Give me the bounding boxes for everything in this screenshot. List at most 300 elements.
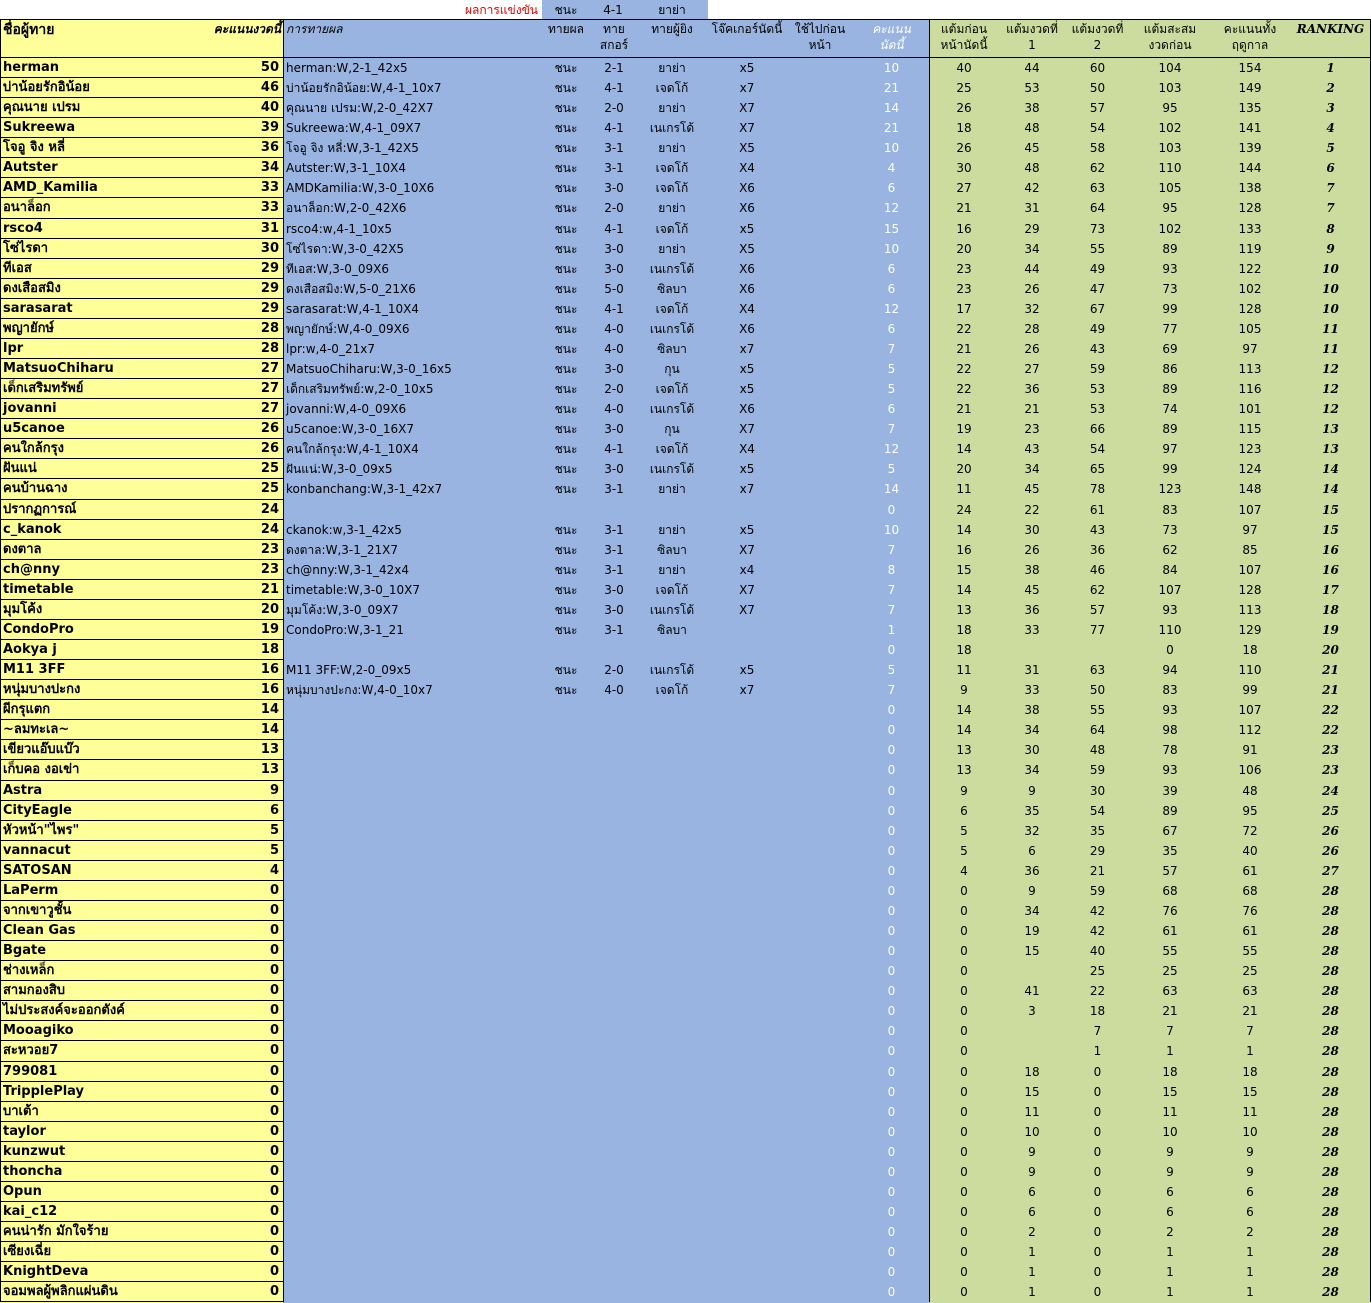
cell-tot: 15 (1210, 1082, 1290, 1103)
row-separator (0, 639, 283, 640)
cell-gscr (636, 740, 708, 761)
cell-pts: 16 (199, 660, 283, 681)
cell-gres (540, 921, 592, 942)
cell-used (786, 98, 854, 119)
cell-pred: herman:W,2-1_42x5 (283, 58, 540, 79)
cell-gres: ชนะ (540, 379, 592, 400)
header-ranking: RANKING (1290, 19, 1371, 58)
cell-gres (540, 640, 592, 661)
cell-gscr (636, 901, 708, 922)
cell-tot: 141 (1210, 118, 1290, 139)
cell-tot: 9 (1210, 1162, 1290, 1183)
row-separator (0, 418, 283, 419)
cell-sb: 23 (929, 279, 999, 300)
cell-r1: 22 (999, 500, 1065, 521)
cell-r1: 41 (999, 981, 1065, 1002)
cell-rk: 28 (1290, 1102, 1371, 1123)
cell-r2: 50 (1065, 78, 1130, 99)
row-separator (0, 519, 283, 520)
cell-pts: 25 (199, 459, 283, 480)
cell-rk: 27 (1290, 861, 1371, 882)
cell-rk: 5 (1290, 138, 1371, 159)
cell-jok (708, 1182, 786, 1203)
cell-sb: 0 (929, 1182, 999, 1203)
cell-sb: 17 (929, 299, 999, 320)
cell-used (786, 520, 854, 541)
cell-pred (283, 861, 540, 882)
cell-jok: x5 (708, 58, 786, 79)
cell-jok (708, 961, 786, 982)
cell-pts: 4 (199, 861, 283, 882)
cell-r1: 38 (999, 98, 1065, 119)
cell-r2: 61 (1065, 500, 1130, 521)
cell-name: herman (0, 58, 199, 79)
cell-rk: 28 (1290, 1262, 1371, 1283)
cell-jok (708, 1102, 786, 1123)
cell-rk: 18 (1290, 600, 1371, 621)
cell-name: เก็บคอ งอเข่า (0, 760, 199, 781)
cell-pm: 12 (854, 299, 929, 320)
cell-sb: 22 (929, 379, 999, 400)
cell-pm: 0 (854, 801, 929, 822)
cell-gsc (592, 1062, 636, 1083)
header-name: ชื่อผู้ทาย (0, 19, 199, 58)
cell-acc: 93 (1130, 760, 1210, 781)
cell-rk: 28 (1290, 1162, 1371, 1183)
cell-acc: 6 (1130, 1202, 1210, 1223)
cell-pm: 0 (854, 700, 929, 721)
cell-r2: 49 (1065, 259, 1130, 280)
cell-gsc: 3-0 (592, 178, 636, 199)
cell-pts: 46 (199, 78, 283, 99)
cell-sb: 5 (929, 821, 999, 842)
cell-gscr: เนเกรโด้ (636, 600, 708, 621)
cell-gscr: ยาย่า (636, 58, 708, 79)
cell-sb: 21 (929, 198, 999, 219)
cell-jok (708, 720, 786, 741)
cell-pred (283, 881, 540, 902)
cell-pred (283, 801, 540, 822)
cell-r2: 42 (1065, 901, 1130, 922)
cell-used (786, 620, 854, 641)
cell-gres: ชนะ (540, 339, 592, 360)
cell-gsc (592, 881, 636, 902)
cell-used (786, 801, 854, 822)
cell-r1 (999, 640, 1065, 661)
cell-r2: 7 (1065, 1021, 1130, 1042)
cell-pts: 23 (199, 560, 283, 581)
cell-tot: 7 (1210, 1021, 1290, 1042)
cell-gsc: 2-0 (592, 660, 636, 681)
row-separator (0, 1061, 283, 1062)
cell-used (786, 299, 854, 320)
cell-used (786, 921, 854, 942)
cell-tot: 1 (1210, 1041, 1290, 1062)
cell-jok (708, 500, 786, 521)
cell-pred (283, 700, 540, 721)
cell-jok (708, 1142, 786, 1163)
cell-r1: 9 (999, 1142, 1065, 1163)
cell-gscr (636, 500, 708, 521)
cell-rk: 14 (1290, 459, 1371, 480)
row-separator (0, 1281, 283, 1282)
row-separator (0, 338, 283, 339)
cell-rk: 28 (1290, 1202, 1371, 1223)
cell-name: ทีเอส (0, 259, 199, 280)
cell-r1: 26 (999, 540, 1065, 561)
cell-sb: 15 (929, 560, 999, 581)
cell-gsc (592, 841, 636, 862)
cell-rk: 15 (1290, 500, 1371, 521)
cell-pts: 0 (199, 1021, 283, 1042)
cell-tot: 10 (1210, 1122, 1290, 1143)
cell-used (786, 1082, 854, 1103)
cell-pm: 14 (854, 479, 929, 500)
cell-gscr (636, 1202, 708, 1223)
cell-gscr (636, 1041, 708, 1062)
cell-name: Opun (0, 1182, 199, 1203)
cell-used (786, 319, 854, 340)
cell-gscr (636, 881, 708, 902)
cell-gres: ชนะ (540, 219, 592, 240)
cell-name: CityEagle (0, 801, 199, 822)
cell-r2: 0 (1065, 1182, 1130, 1203)
cell-tot: 25 (1210, 961, 1290, 982)
cell-gres (540, 1262, 592, 1283)
cell-acc: 73 (1130, 279, 1210, 300)
row-separator (0, 197, 283, 198)
cell-rk: 11 (1290, 339, 1371, 360)
cell-gsc (592, 1262, 636, 1283)
cell-used (786, 560, 854, 581)
cell-pred (283, 941, 540, 962)
cell-gscr (636, 700, 708, 721)
cell-name: jovanni (0, 399, 199, 420)
cell-gscr (636, 1142, 708, 1163)
cell-gsc (592, 1222, 636, 1243)
cell-jok (708, 941, 786, 962)
cell-rk: 15 (1290, 520, 1371, 541)
cell-gres: ชนะ (540, 118, 592, 139)
cell-gres: ชนะ (540, 660, 592, 681)
cell-acc: 15 (1130, 1082, 1210, 1103)
cell-jok: X6 (708, 259, 786, 280)
cell-pts: 0 (199, 1242, 283, 1263)
cell-rk: 12 (1290, 359, 1371, 380)
cell-gscr (636, 941, 708, 962)
cell-gres (540, 1082, 592, 1103)
cell-r2: 55 (1065, 700, 1130, 721)
cell-used (786, 359, 854, 380)
cell-gscr (636, 1222, 708, 1243)
cell-rk: 23 (1290, 740, 1371, 761)
cell-gscr: กุน (636, 419, 708, 440)
cell-name: พญายักษ์ (0, 319, 199, 340)
cell-sb: 14 (929, 720, 999, 741)
cell-gres (540, 500, 592, 521)
row-separator (0, 559, 283, 560)
cell-r2: 0 (1065, 1102, 1130, 1123)
cell-gres (540, 1102, 592, 1123)
cell-r2: 77 (1065, 620, 1130, 641)
cell-pred (283, 901, 540, 922)
cell-gscr: กุน (636, 359, 708, 380)
cell-used (786, 1062, 854, 1083)
cell-rk: 3 (1290, 98, 1371, 119)
cell-pts: 36 (199, 138, 283, 159)
cell-gscr: ยาย่า (636, 98, 708, 119)
cell-gsc: 4-0 (592, 339, 636, 360)
cell-pm: 10 (854, 520, 929, 541)
cell-tot: 102 (1210, 279, 1290, 300)
cell-tot: 40 (1210, 841, 1290, 862)
cell-tot: 6 (1210, 1182, 1290, 1203)
cell-rk: 17 (1290, 580, 1371, 601)
cell-sb: 26 (929, 138, 999, 159)
cell-name: ฝันแน่ (0, 459, 199, 480)
cell-r2: 57 (1065, 600, 1130, 621)
cell-name: sarasarat (0, 299, 199, 320)
cell-pred: คุณนาย เปรม:W,2-0_42X7 (283, 98, 540, 119)
cell-pred: rsco4:w,4-1_10x5 (283, 219, 540, 240)
grid-vline (929, 19, 930, 1302)
cell-acc: 0 (1130, 640, 1210, 661)
row-separator (0, 1101, 283, 1102)
cell-pm: 0 (854, 961, 929, 982)
cell-r2: 47 (1065, 279, 1130, 300)
cell-r1: 3 (999, 1001, 1065, 1022)
cell-r2: 0 (1065, 1242, 1130, 1263)
cell-pm: 0 (854, 1082, 929, 1103)
cell-acc: 107 (1130, 580, 1210, 601)
cell-rk: 20 (1290, 640, 1371, 661)
cell-used (786, 1102, 854, 1123)
cell-gsc: 2-0 (592, 379, 636, 400)
cell-gres (540, 821, 592, 842)
cell-acc: 110 (1130, 158, 1210, 179)
cell-rk: 28 (1290, 1001, 1371, 1022)
cell-r1: 45 (999, 479, 1065, 500)
cell-gres (540, 1202, 592, 1223)
row-separator (0, 940, 283, 941)
cell-pm: 6 (854, 259, 929, 280)
cell-name: ดงเสือสมิง (0, 279, 199, 300)
cell-sb: 0 (929, 1021, 999, 1042)
cell-used (786, 981, 854, 1002)
cell-name: SATOSAN (0, 861, 199, 882)
cell-tot: 76 (1210, 901, 1290, 922)
cell-gres: ชนะ (540, 198, 592, 219)
row-separator (0, 1040, 283, 1041)
cell-name: เขียวแอ๊บแบ๊ว (0, 740, 199, 761)
cell-pm: 0 (854, 1262, 929, 1283)
cell-acc: 93 (1130, 600, 1210, 621)
cell-pm: 10 (854, 138, 929, 159)
cell-pred: โจอู จิง หลี่:W,3-1_42X5 (283, 138, 540, 159)
cell-tot: 116 (1210, 379, 1290, 400)
cell-sb: 24 (929, 500, 999, 521)
cell-pts: 25 (199, 479, 283, 500)
cell-acc: 10 (1130, 1122, 1210, 1143)
cell-gsc (592, 961, 636, 982)
cell-gscr: ยาย่า (636, 198, 708, 219)
row-separator (0, 900, 283, 901)
cell-pm: 6 (854, 279, 929, 300)
cell-r2: 62 (1065, 158, 1130, 179)
cell-acc: 99 (1130, 459, 1210, 480)
cell-gscr (636, 760, 708, 781)
cell-r1: 44 (999, 58, 1065, 79)
cell-pred (283, 740, 540, 761)
cell-pts: 0 (199, 1041, 283, 1062)
cell-r2: 0 (1065, 1082, 1130, 1103)
cell-r1: 36 (999, 600, 1065, 621)
cell-pm: 7 (854, 540, 929, 561)
cell-gsc: 3-0 (592, 239, 636, 260)
row-separator (0, 920, 283, 921)
cell-used (786, 941, 854, 962)
cell-pts: 13 (199, 760, 283, 781)
header-points-this-match: คะแนน นัดนี้ (854, 19, 929, 58)
cell-r1: 29 (999, 219, 1065, 240)
cell-pred (283, 1102, 540, 1123)
cell-name: Sukreewa (0, 118, 199, 139)
cell-gres: ชนะ (540, 680, 592, 701)
cell-pm: 0 (854, 720, 929, 741)
cell-pts: 27 (199, 399, 283, 420)
cell-used (786, 1222, 854, 1243)
cell-gsc (592, 1082, 636, 1103)
cell-pts: 0 (199, 881, 283, 902)
cell-r2: 0 (1065, 1062, 1130, 1083)
cell-pts: 39 (199, 118, 283, 139)
cell-gsc: 4-0 (592, 399, 636, 420)
cell-tot: 18 (1210, 640, 1290, 661)
cell-r2: 1 (1065, 1041, 1130, 1062)
cell-name: timetable (0, 580, 199, 601)
cell-gscr: ซิลบา (636, 339, 708, 360)
cell-gres: ชนะ (540, 158, 592, 179)
cell-r1: 21 (999, 399, 1065, 420)
cell-used (786, 379, 854, 400)
cell-tot: 97 (1210, 339, 1290, 360)
cell-gscr (636, 1021, 708, 1042)
row-separator (0, 719, 283, 720)
cell-rk: 23 (1290, 760, 1371, 781)
cell-gscr (636, 801, 708, 822)
cell-used (786, 740, 854, 761)
cell-r2: 57 (1065, 98, 1130, 119)
cell-pm: 21 (854, 78, 929, 99)
cell-rk: 8 (1290, 219, 1371, 240)
cell-pm: 0 (854, 1102, 929, 1123)
cell-name: M11 3FF (0, 660, 199, 681)
cell-name: Astra (0, 781, 199, 802)
cell-r2: 67 (1065, 299, 1130, 320)
cell-pm: 0 (854, 861, 929, 882)
cell-pm: 5 (854, 660, 929, 681)
cell-r2: 59 (1065, 359, 1130, 380)
cell-name: สะหวอย7 (0, 1041, 199, 1062)
row-separator (0, 960, 283, 961)
cell-pred: คนใกล้กรุง:W,4-1_10X4 (283, 439, 540, 460)
cell-pts: 0 (199, 1222, 283, 1243)
cell-gsc (592, 821, 636, 842)
cell-gsc: 2-1 (592, 58, 636, 79)
cell-gres: ชนะ (540, 138, 592, 159)
cell-gscr: เจดโก้ (636, 178, 708, 199)
cell-pred: MatsuoChiharu:W,3-0_16x5 (283, 359, 540, 380)
cell-rk: 26 (1290, 841, 1371, 862)
cell-pred (283, 760, 540, 781)
cell-used (786, 961, 854, 982)
cell-pred: พญายักษ์:W,4-0_09X6 (283, 319, 540, 340)
cell-pts: 33 (199, 178, 283, 199)
cell-jok: x5 (708, 520, 786, 541)
cell-tot: 61 (1210, 921, 1290, 942)
cell-r1: 10 (999, 1122, 1065, 1143)
cell-name: TripplePlay (0, 1082, 199, 1103)
cell-jok (708, 801, 786, 822)
cell-acc: 93 (1130, 700, 1210, 721)
cell-pts: 16 (199, 680, 283, 701)
cell-acc: 95 (1130, 98, 1210, 119)
cell-acc: 39 (1130, 781, 1210, 802)
header-prediction: การทายผล (283, 19, 540, 58)
cell-rk: 28 (1290, 1142, 1371, 1163)
cell-tot: 91 (1210, 740, 1290, 761)
cell-pm: 0 (854, 1021, 929, 1042)
cell-name: Autster (0, 158, 199, 179)
cell-pts: 0 (199, 1142, 283, 1163)
cell-pts: 50 (199, 58, 283, 79)
cell-r1: 31 (999, 660, 1065, 681)
cell-r2: 0 (1065, 1222, 1130, 1243)
cell-jok (708, 1041, 786, 1062)
cell-acc: 55 (1130, 941, 1210, 962)
cell-name: มุมโค้ง (0, 600, 199, 621)
row-separator (0, 1000, 283, 1001)
cell-gscr (636, 1102, 708, 1123)
cell-r2: 54 (1065, 439, 1130, 460)
row-separator (0, 619, 283, 620)
cell-tot: 1 (1210, 1242, 1290, 1263)
cell-rk: 22 (1290, 720, 1371, 741)
cell-pm: 15 (854, 219, 929, 240)
cell-acc: 73 (1130, 520, 1210, 541)
cell-jok: X7 (708, 98, 786, 119)
cell-tot: 110 (1210, 660, 1290, 681)
cell-jok (708, 1062, 786, 1083)
cell-sb: 11 (929, 479, 999, 500)
cell-pred (283, 1122, 540, 1143)
cell-name: ไม่ประสงค์จะออกตังค์ (0, 1001, 199, 1022)
header-round2: แต้มงวดที่ 2 (1065, 19, 1130, 58)
cell-gsc (592, 921, 636, 942)
cell-jok (708, 861, 786, 882)
cell-pts: 23 (199, 540, 283, 561)
row-separator (0, 298, 283, 299)
cell-name: 799081 (0, 1062, 199, 1083)
cell-tot: 61 (1210, 861, 1290, 882)
cell-sb: 14 (929, 439, 999, 460)
cell-gscr (636, 821, 708, 842)
cell-pts: 0 (199, 961, 283, 982)
cell-pm: 0 (854, 781, 929, 802)
cell-rk: 9 (1290, 239, 1371, 260)
row-separator (0, 739, 283, 740)
cell-sb: 0 (929, 1162, 999, 1183)
